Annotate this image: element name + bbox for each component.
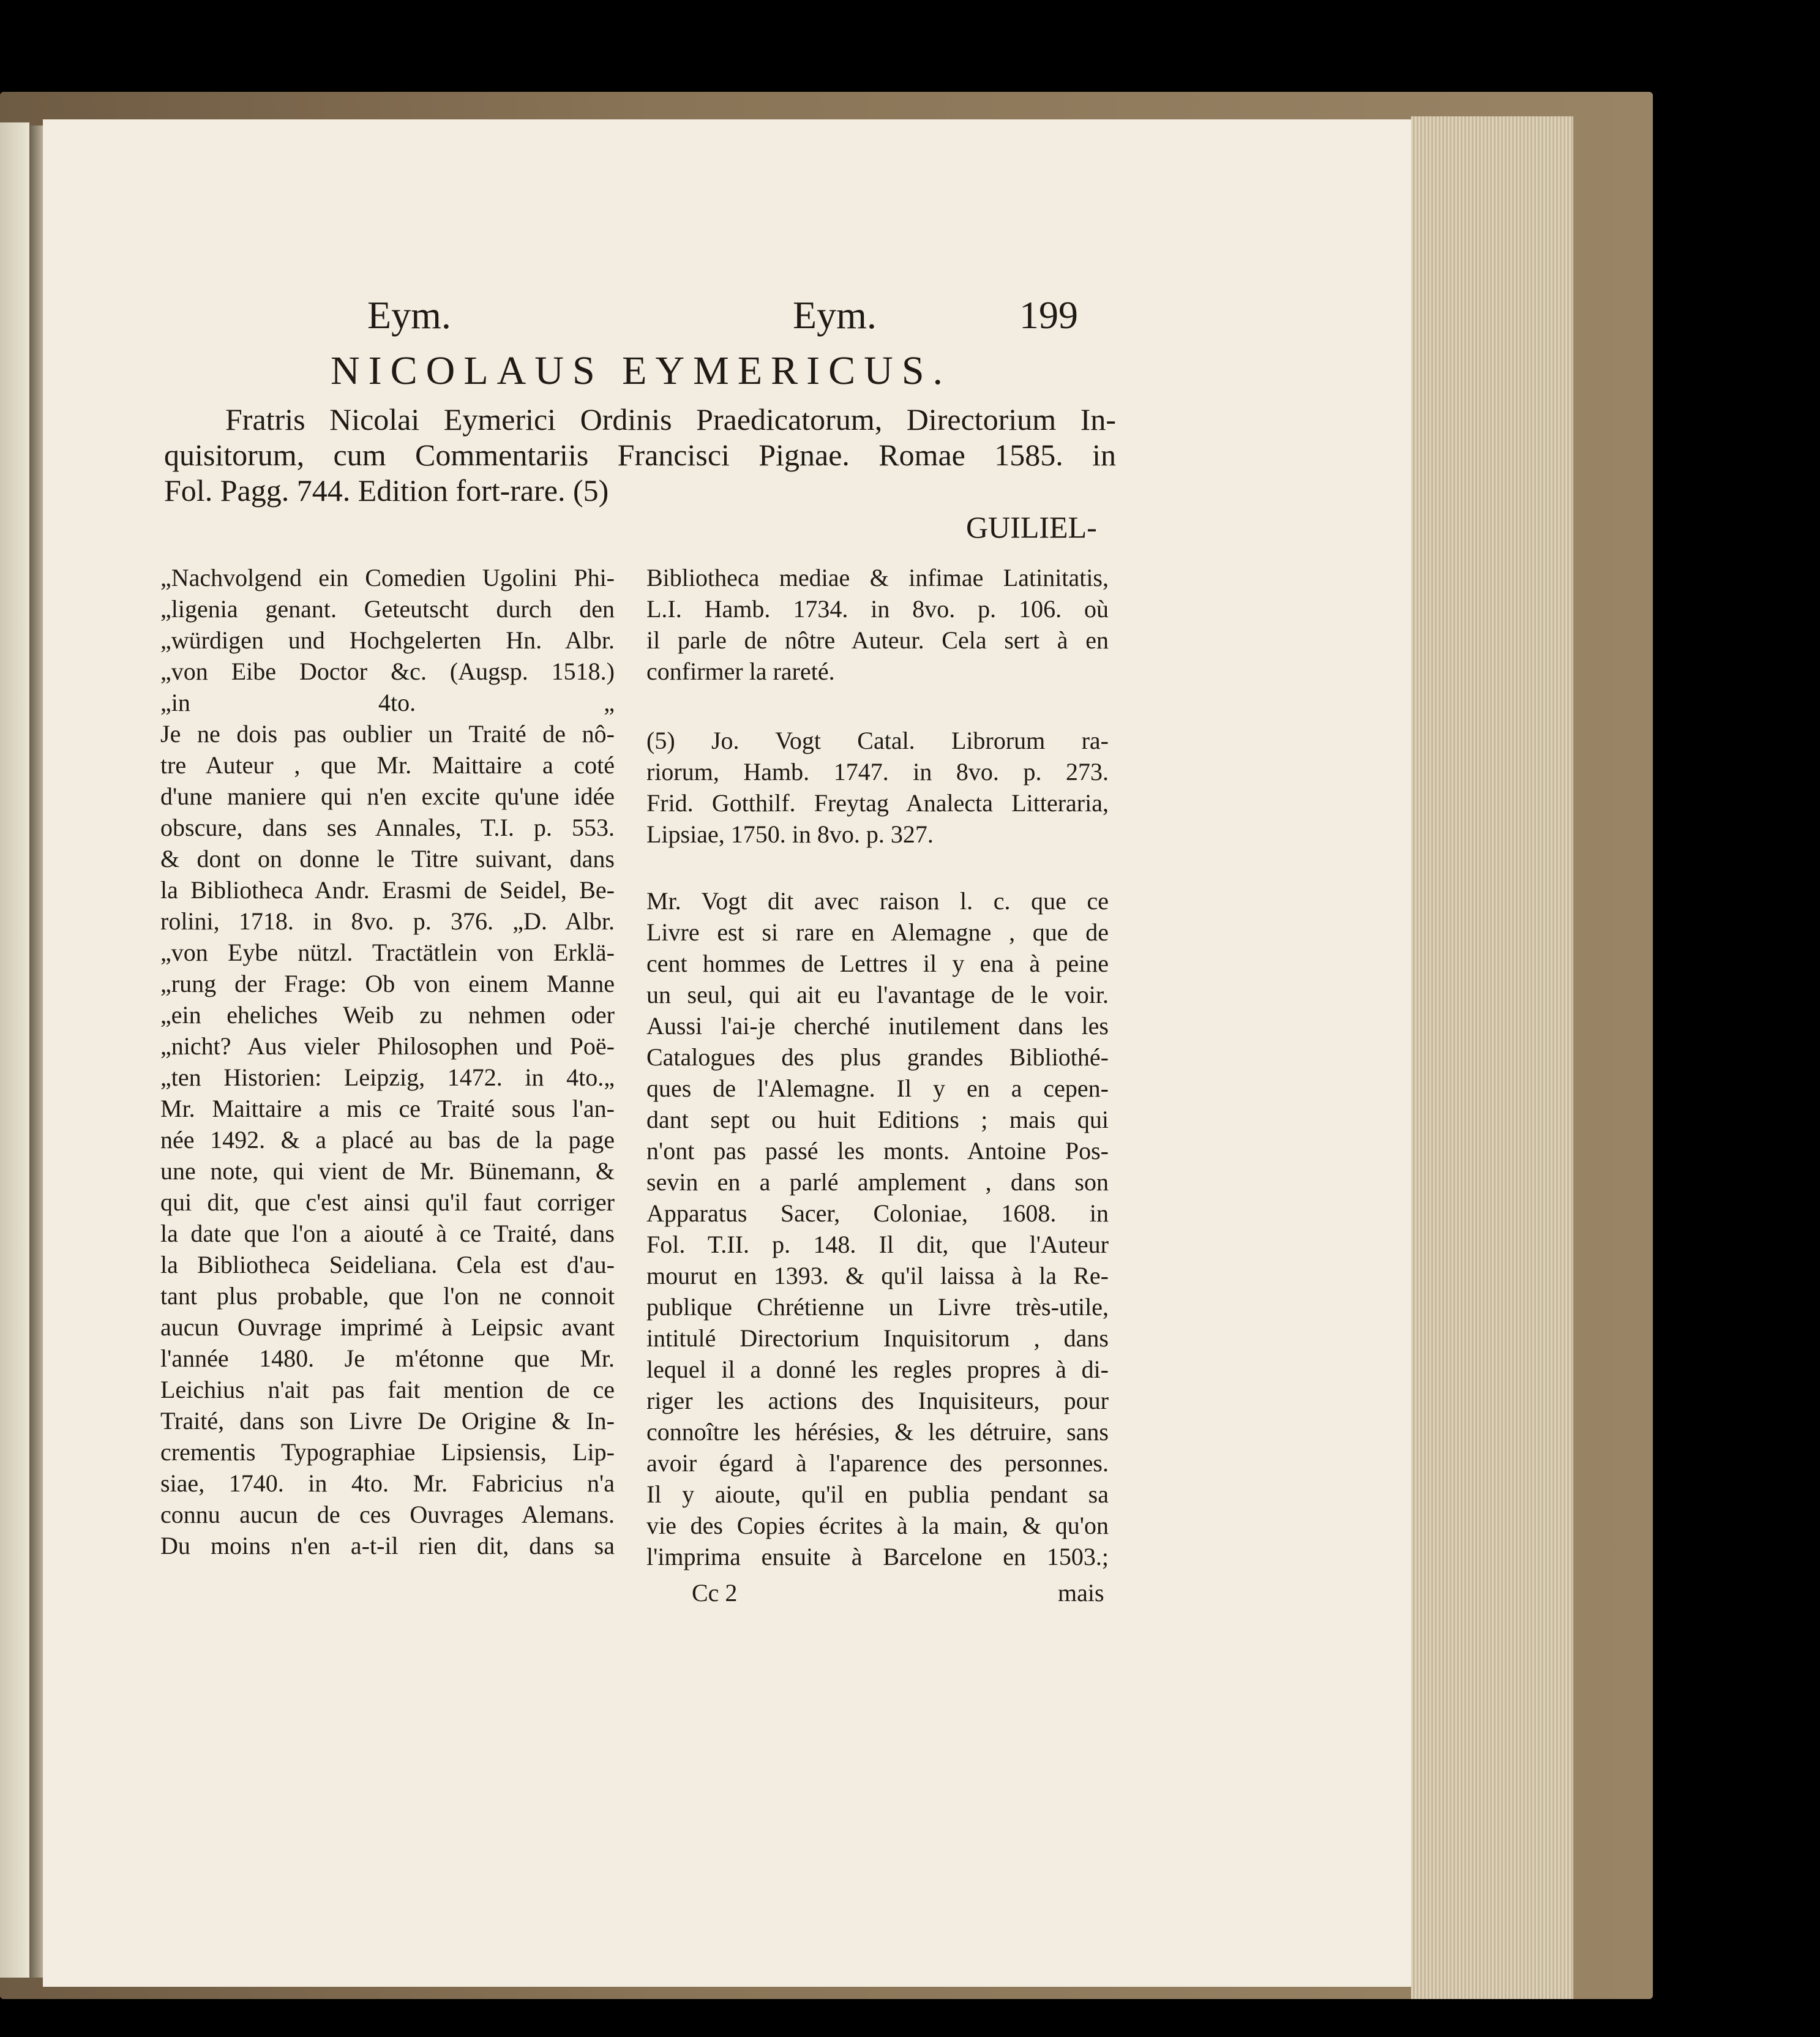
- text-line: intitulé Directorium Inquisitorum , dans: [646, 1324, 1109, 1352]
- text-line: ques de l'Alemagne. Il y en a cepen-: [646, 1075, 1109, 1102]
- text-line: Je ne dois pas oublier un Traité de nô-: [160, 720, 615, 748]
- text-line: Leichius n'ait pas fait mention de ce: [160, 1376, 615, 1403]
- text-line: la Bibliotheca Seideliana. Cela est d'au-: [160, 1251, 615, 1278]
- entry-title: NICOLAUS EYMERICUS.: [331, 348, 952, 393]
- text-line: vie des Copies écrites à la main, & qu'on: [646, 1512, 1109, 1539]
- text-line: publique Chrétienne un Livre très-utile,: [646, 1293, 1109, 1321]
- text-line: riorum, Hamb. 1747. in 8vo. p. 273.: [646, 758, 1109, 786]
- text-line: qui dit, que c'est ainsi qu'il faut corriger: [160, 1188, 615, 1216]
- text-line: „Nachvolgend ein Comedien Ugolini Phi-: [160, 564, 615, 591]
- text-line: un seul, qui ait eu l'avantage de le voir.: [646, 981, 1109, 1008]
- text-line: & dont on donne le Titre suivant, dans: [160, 845, 615, 872]
- text-line: Catalogues des plus grandes Bibliothé-: [646, 1043, 1109, 1071]
- text-line: Il y aioute, qu'il en publia pendant sa: [646, 1480, 1109, 1508]
- text-line: une note, qui vient de Mr. Bünemann, &: [160, 1157, 615, 1185]
- text-line: „würdigen und Hochgelerten Hn. Albr.: [160, 626, 615, 654]
- text-line: cent hommes de Lettres il y ena à peine: [646, 950, 1109, 977]
- text-line: n'ont pas passé les monts. Antoine Pos-: [646, 1137, 1109, 1165]
- text-line: (5) Jo. Vogt Catal. Librorum ra-: [646, 727, 1109, 754]
- intro-line: Fratris Nicolai Eymerici Ordinis Praedicatorum, Directorium In-: [225, 402, 1116, 437]
- text-line: „von Eibe Doctor &c. (Augsp. 1518.): [160, 658, 615, 685]
- text-line: l'imprima ensuite à Barcelone en 1503.;: [646, 1543, 1109, 1570]
- text-line: dant sept ou huit Editions ; mais qui: [646, 1106, 1109, 1133]
- text-line: l'année 1480. Je m'étonne que Mr.: [160, 1345, 615, 1372]
- text-line: Fol. T.II. p. 148. Il dit, que l'Auteur: [646, 1231, 1109, 1258]
- text-line: Apparatus Sacer, Coloniae, 1608. in: [646, 1199, 1109, 1227]
- text-line: connoître les hérésies, & les détruire, sans: [646, 1418, 1109, 1446]
- intro-catchword: GUILIEL-: [966, 510, 1097, 544]
- text-line: „nicht? Aus vieler Philosophen und Poë-: [160, 1032, 615, 1060]
- text-line: Bibliotheca mediae & infimae Latinitatis,: [646, 564, 1109, 591]
- text-line: Frid. Gotthilf. Freytag Analecta Litteraria,: [646, 789, 1109, 817]
- text-line: Mr. Maittaire a mis ce Traité sous l'an-: [160, 1095, 615, 1122]
- text-line: Mr. Vogt dit avec raison l. c. que ce: [646, 887, 1109, 915]
- text-line: „ligenia genant. Geteutscht durch den: [160, 595, 615, 623]
- text-line: tre Auteur , que Mr. Maittaire a coté: [160, 751, 615, 779]
- text-line: riger les actions des Inquisiteurs, pour: [646, 1387, 1109, 1414]
- text-line: sevin en a parlé amplement , dans son: [646, 1168, 1109, 1196]
- text-line: Traité, dans son Livre De Origine & In-: [160, 1407, 615, 1435]
- running-head-left: Eym.: [367, 293, 451, 337]
- text-line: Aussi l'ai-je cherché inutilement dans les: [646, 1012, 1109, 1040]
- text-line: tant plus probable, que l'on ne connoit: [160, 1282, 615, 1310]
- page-edges: [1411, 116, 1573, 1999]
- gutter-shadow: [29, 126, 43, 1978]
- signature-mark: Cc 2: [692, 1579, 738, 1607]
- text-line: obscure, dans ses Annales, T.I. p. 553.: [160, 814, 615, 841]
- text-line: lequel il a donné les regles propres à di-: [646, 1356, 1109, 1383]
- text-line: mourut en 1393. & qu'il laissa à la Re-: [646, 1262, 1109, 1289]
- page-number: 199: [1019, 293, 1078, 337]
- text-line: confirmer la rareté.: [646, 658, 835, 685]
- footer-catchword: mais: [1058, 1579, 1104, 1607]
- intro-line: quisitorum, cum Commentariis Francisci Pignae. Romae 1585. in: [164, 438, 1116, 472]
- text-line: avoir égard à l'aparence des personnes.: [646, 1449, 1109, 1477]
- text-line: rolini, 1718. in 8vo. p. 376. „D. Albr.: [160, 907, 615, 935]
- text-line: „ten Historien: Leipzig, 1472. in 4to.„: [160, 1064, 615, 1091]
- intro-line: Fol. Pagg. 744. Edition fort-rare. (5): [164, 473, 609, 508]
- text-line: crementis Typographiae Lipsiensis, Lip-: [160, 1438, 615, 1466]
- text-line: la date que l'on a aiouté à ce Traité, dans: [160, 1220, 615, 1247]
- text-line: d'une maniere qui n'en excite qu'une idée: [160, 782, 615, 810]
- text-line: aucun Ouvrage imprimé à Leipsic avant: [160, 1313, 615, 1341]
- text-line: connu aucun de ces Ouvrages Alemans.: [160, 1501, 615, 1528]
- text-line: Livre est si rare en Alemagne , que de: [646, 918, 1109, 946]
- text-line: la Bibliotheca Andr. Erasmi de Seidel, Be-: [160, 876, 615, 904]
- text-line: née 1492. & a placé au bas de la page: [160, 1126, 615, 1154]
- text-line: „in 4to. „: [160, 689, 615, 716]
- text-line: „ein eheliches Weib zu nehmen oder: [160, 1001, 615, 1029]
- text-line: Lipsiae, 1750. in 8vo. p. 327.: [646, 820, 934, 848]
- text-line: il parle de nôtre Auteur. Cela sert à en: [646, 626, 1109, 654]
- text-line: L.I. Hamb. 1734. in 8vo. p. 106. où: [646, 595, 1109, 623]
- running-head-center: Eym.: [793, 293, 877, 337]
- text-line: „von Eybe nützl. Tractätlein von Erklä-: [160, 939, 615, 966]
- left-page-edge: [0, 122, 29, 1978]
- text-line: Du moins n'en a-t-il rien dit, dans sa: [160, 1532, 615, 1559]
- text-line: „rung der Frage: Ob von einem Manne: [160, 970, 615, 997]
- text-line: siae, 1740. in 4to. Mr. Fabricius n'a: [160, 1469, 615, 1497]
